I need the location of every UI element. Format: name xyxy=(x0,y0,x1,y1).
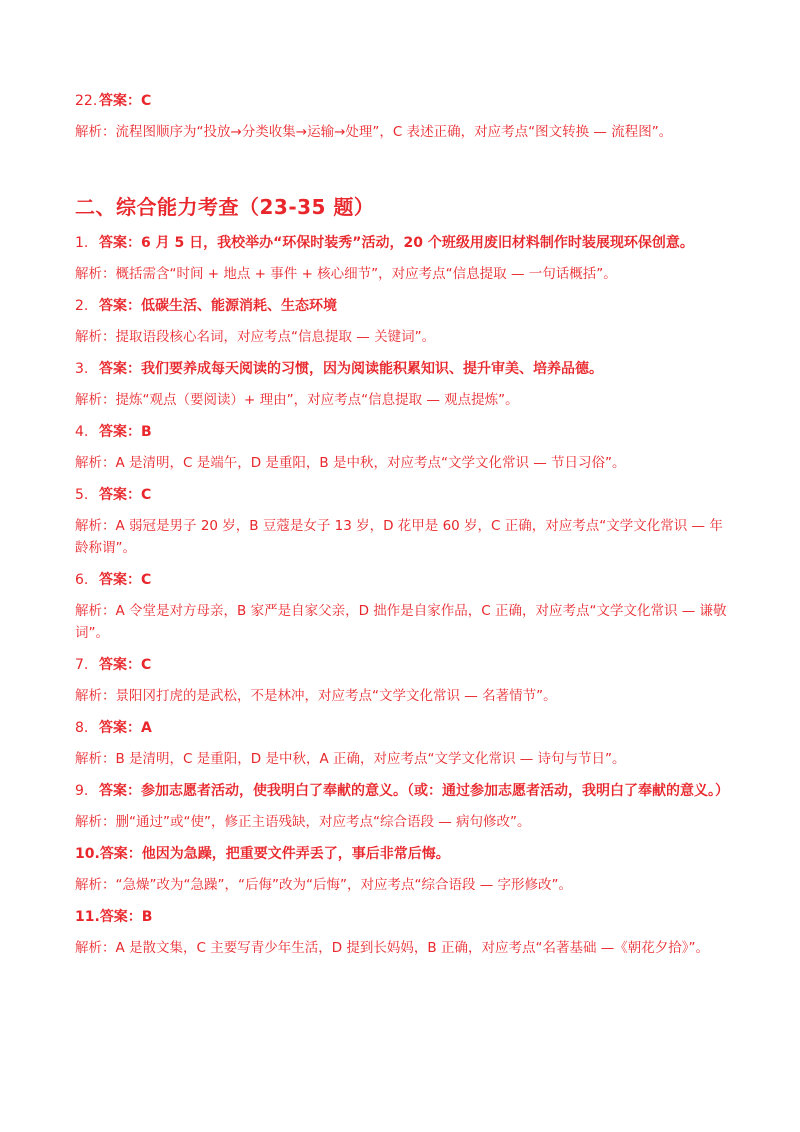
answer-item xyxy=(75,232,735,295)
answer-line xyxy=(75,906,735,928)
analysis-text: 解析：A 弱冠是男子 20 岁，B 豆蔻是女子 13 岁，D 花甲是 60 岁，C 正确，对应考点“文学文化常识 — 年龄称谓”。 xyxy=(75,518,723,556)
answer-list xyxy=(75,232,735,969)
answer-text: 答案：C xyxy=(99,93,152,109)
analysis-text: 解析：提取语段核心名词，对应考点“信息提取 — 关键词”。 xyxy=(75,329,436,345)
answer-line xyxy=(75,232,735,254)
answer-line xyxy=(75,717,735,739)
answer-line xyxy=(75,484,735,506)
answer-text: 答案：C xyxy=(99,487,152,503)
answer-line xyxy=(75,569,735,591)
answer-line xyxy=(75,843,735,865)
answer-line xyxy=(75,780,735,802)
question-number: 8. xyxy=(75,720,89,736)
answer-text: 答案：他因为急躁，把重要文件弄丢了，事后非常后悔。 xyxy=(99,846,450,862)
answer-text: 答案：A xyxy=(99,720,152,736)
answer-item xyxy=(75,906,735,969)
answer-item xyxy=(75,421,735,484)
answer-line xyxy=(75,295,735,317)
analysis-text: 解析：A 是散文集，C 主要写青少年生活，D 提到长妈妈，B 正确，对应考点“名著基础 —《朝花夕拾》”。 xyxy=(75,940,710,956)
answer-text: 答案：参加志愿者活动，使我明白了奉献的意义。（或：通过参加志愿者活动，我明白了奉献的意义。） xyxy=(99,783,729,799)
answer-item xyxy=(75,295,735,358)
question-number: 1. xyxy=(75,235,89,251)
question-22-block xyxy=(75,90,735,143)
answer-line xyxy=(75,358,735,380)
question-number: 9. xyxy=(75,783,89,799)
answer-line xyxy=(75,421,735,443)
answer-item xyxy=(75,717,735,780)
answer-text: 答案：我们要养成每天阅读的习惯，因为阅读能积累知识、提升审美、培养品德。 xyxy=(99,361,603,377)
answer-item xyxy=(75,654,735,717)
question-number: 5. xyxy=(75,487,89,503)
answer-item xyxy=(75,569,735,654)
answer-text: 答案：B xyxy=(99,909,153,925)
question-number: 11. xyxy=(75,909,100,925)
section-title: 二、综合能力考查（23-35 题） xyxy=(75,195,375,219)
analysis-text: 解析：流程图顺序为“投放→分类收集→运输→处理”，C 表述正确，对应考点“图文转换 — 流程图”。 xyxy=(75,124,673,140)
analysis-text: 解析：A 是清明，C 是端午，D 是重阳，B 是中秋，对应考点“文学文化常识 — 节日习俗”。 xyxy=(75,455,626,471)
question-number: 22. xyxy=(75,93,98,109)
answer-item xyxy=(75,780,735,843)
question-number: 4. xyxy=(75,424,89,440)
answer-text: 答案：C xyxy=(99,572,152,588)
answer-text: 答案：B xyxy=(99,424,152,440)
question-number: 2. xyxy=(75,298,89,314)
answer-line xyxy=(75,90,735,112)
question-number: 10. xyxy=(75,846,100,862)
analysis-text: 解析：概括需含“时间 + 地点 + 事件 + 核心细节”，对应考点“信息提取 — 一句话概括”。 xyxy=(75,266,617,282)
question-number: 6. xyxy=(75,572,89,588)
answer-text: 答案：C xyxy=(99,657,152,673)
analysis-text: 解析：提炼“观点（要阅读）+ 理由”，对应考点“信息提取 — 观点提炼”。 xyxy=(75,392,519,408)
analysis-text: 解析：删“通过”或“使”，修正主语残缺，对应考点“综合语段 — 病句修改”。 xyxy=(75,814,531,830)
answer-line xyxy=(75,654,735,676)
answer-item xyxy=(75,358,735,421)
analysis-text: 解析：景阳冈打虎的是武松，不是林冲，对应考点“文学文化常识 — 名著情节”。 xyxy=(75,688,557,704)
answer-text: 答案：低碳生活、能源消耗、生态环境 xyxy=(99,298,337,314)
answer-item xyxy=(75,484,735,569)
analysis-text: 解析：“急燥”改为“急躁”，“后侮”改为“后悔”，对应考点“综合语段 — 字形修改”。 xyxy=(75,877,573,893)
answer-item xyxy=(75,843,735,906)
answer-text: 答案：6 月 5 日，我校举办“环保时装秀”活动，20 个班级用废旧材料制作时装展现环保创意。 xyxy=(99,235,694,251)
question-number: 3. xyxy=(75,361,89,377)
analysis-text: 解析：A 令堂是对方母亲，B 家严是自家父亲，D 拙作是自家作品，C 正确，对应考点“文学文化常识 — 谦敬词”。 xyxy=(75,603,727,641)
question-number: 7. xyxy=(75,657,89,673)
analysis-text: 解析：B 是清明，C 是重阳，D 是中秋，A 正确，对应考点“文学文化常识 — 诗句与节日”。 xyxy=(75,751,626,767)
